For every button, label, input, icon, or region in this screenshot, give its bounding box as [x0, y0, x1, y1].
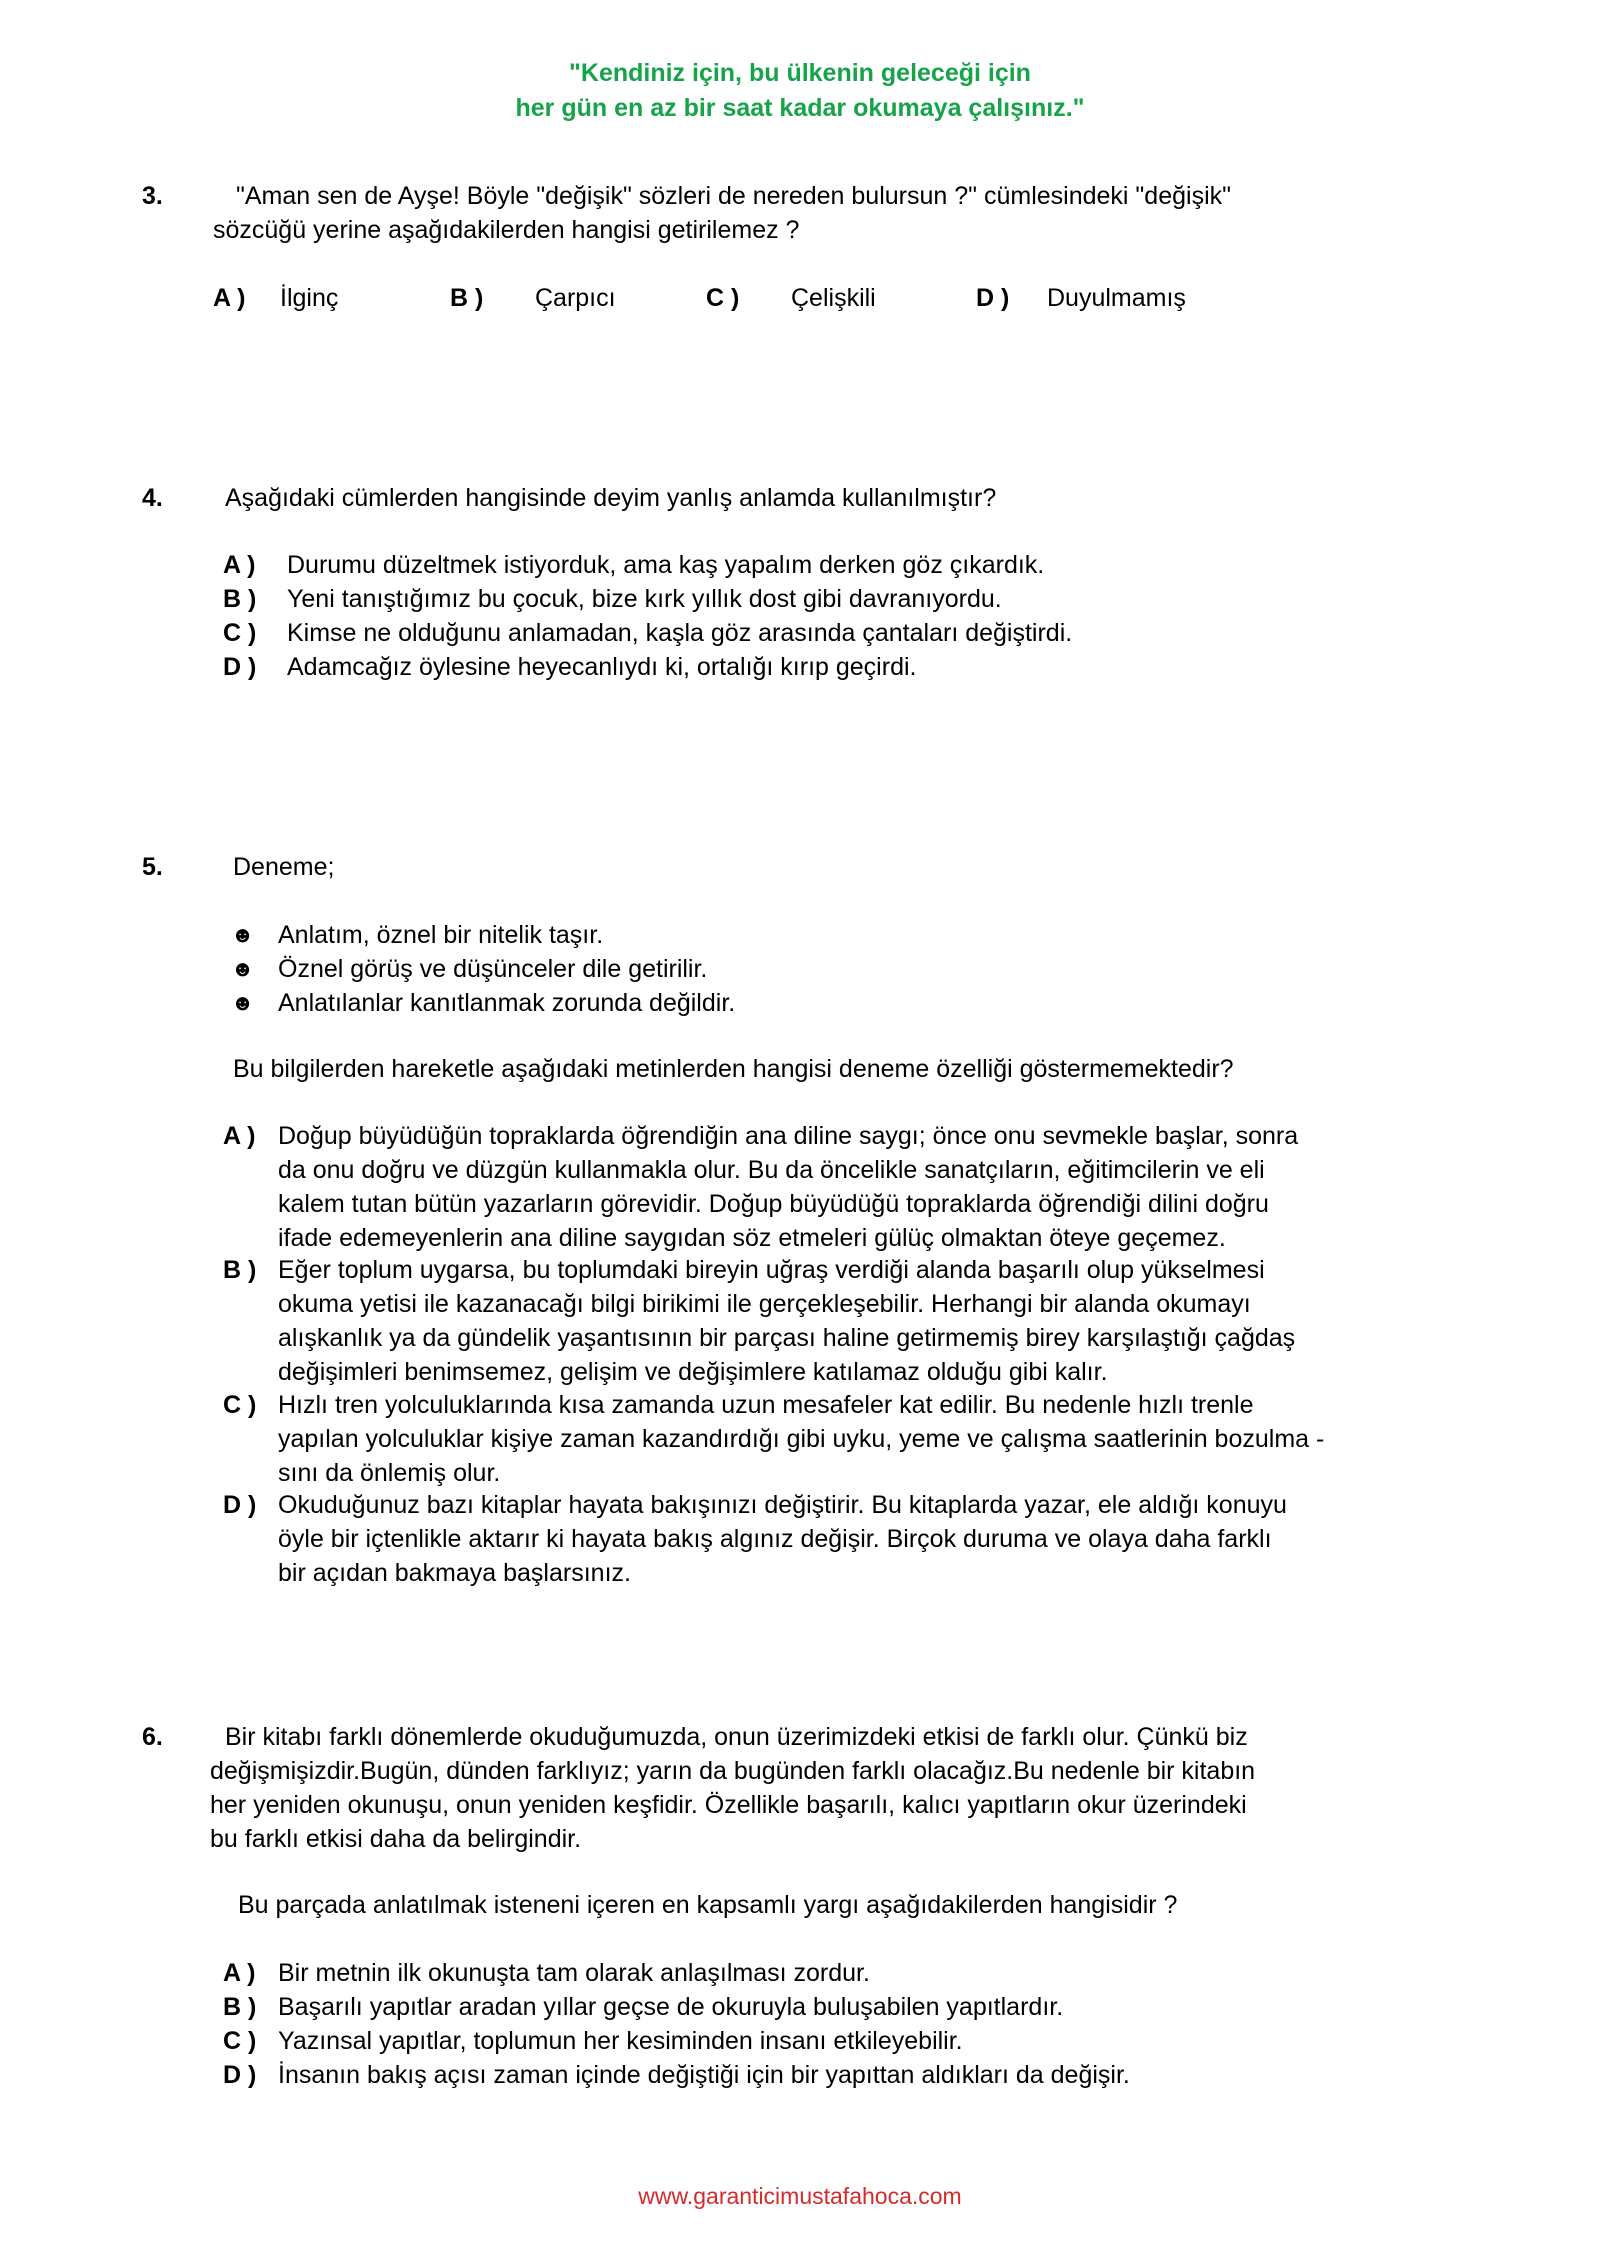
question-5-number: 5. — [142, 853, 163, 881]
question-6-stem: Bu parçada anlatılmak isteneni içeren en kapsamlı yargı aşağıdakilerden hangisidir ? — [238, 1891, 1178, 1919]
question-6-passage-line: bu farklı etkisi daha da belirgindir. — [210, 1825, 582, 1853]
question-6-option-d-text: İnsanın bakış açısı zaman içinde değiştiği için bir yapıttan aldıkları da değişir. — [278, 2061, 1130, 2089]
footer-website-link[interactable]: www.garanticimustafahoca.com — [638, 2183, 962, 2209]
question-5-bullet-3: Anlatılanlar kanıtlanmak zorunda değildir. — [278, 989, 736, 1017]
question-5-option-c-label: C ) — [223, 1391, 257, 1419]
question-5-option-a-line: kalem tutan bütün yazarların görevidir. Doğup büyüdüğü topraklarda öğrendiği dilini doğru — [278, 1190, 1269, 1218]
question-5-stem: Bu bilgilerden hareketle aşağıdaki metinlerden hangisi deneme özelliği göstermemektedir? — [233, 1055, 1234, 1083]
question-3-stem-line-1: "Aman sen de Ayşe! Böyle "değişik" sözleri de nereden bulursun ?" cümlesindeki "değişik" — [236, 182, 1231, 210]
question-6-option-b-label: B ) — [223, 1993, 257, 2021]
question-5-intro: Deneme; — [233, 853, 335, 881]
question-4-option-a-text: Durumu düzeltmek istiyorduk, ama kaş yapalım derken göz çıkardık. — [287, 551, 1045, 579]
question-5-option-b-line: Eğer toplum uygarsa, bu toplumdaki bireyin uğraş verdiği alanda başarılı olup yükselmesi — [278, 1256, 1265, 1284]
question-4-stem: Aşağıdaki cümlerden hangisinde deyim yanlış anlamda kullanılmıştır? — [225, 484, 997, 512]
question-5-option-a-line: Doğup büyüdüğün topraklarda öğrendiğin ana diline saygı; önce onu sevmekle başlar, sonra — [278, 1122, 1299, 1150]
question-3-option-d-label: D ) — [976, 284, 1010, 312]
question-6-number: 6. — [142, 1723, 163, 1751]
question-5-bullet-1: Anlatım, öznel bir nitelik taşır. — [278, 921, 604, 949]
question-5-option-c-line: sını da önlemiş olur. — [278, 1459, 501, 1487]
question-6-passage-line: Bir kitabı farklı dönemlerde okuduğumuzda, onun üzerimizdeki etkisi de farklı olur. Çünkü biz — [225, 1723, 1248, 1751]
header-quote-line-2: her gün en az bir saat kadar okumaya çalışınız." — [515, 94, 1085, 122]
question-3-option-d-text: Duyulmamış — [1047, 284, 1186, 312]
question-5-option-b-line: değişimleri benimsemez, gelişim ve değişimlere katılamaz olduğu gibi kalır. — [278, 1358, 1108, 1386]
question-3-number: 3. — [142, 182, 163, 210]
question-5-option-a-line: ifade edemeyenlerin ana diline saygıdan söz etmeleri gülüç olmaktan öteye geçemez. — [278, 1224, 1226, 1252]
question-4-number: 4. — [142, 484, 163, 512]
question-6-option-d-label: D ) — [223, 2061, 257, 2089]
header-quote-line-1: "Kendiniz için, bu ülkenin geleceği için — [569, 59, 1031, 87]
question-5-option-b-line: okuma yetisi ile kazanacağı bilgi birikimi ile gerçekleşebilir. Herhangi bir alanda okumayı — [278, 1290, 1251, 1318]
question-3-stem-line-2: sözcüğü yerine aşağıdakilerden hangisi getirilemez ? — [213, 216, 800, 244]
question-4-option-c-label: C ) — [223, 619, 257, 647]
question-4-option-a-label: A ) — [223, 551, 256, 579]
question-5-option-b-label: B ) — [223, 1256, 257, 1284]
question-6-passage-line: her yeniden okunuşu, onun yeniden keşfidir. Özellikle başarılı, kalıcı yapıtların okur üzerindeki — [210, 1791, 1247, 1819]
question-6-option-c-text: Yazınsal yapıtlar, toplumun her kesiminden insanı etkileyebilir. — [278, 2027, 963, 2055]
question-5-option-d-line: öyle bir içtenlikle aktarır ki hayata bakış algınız değişir. Birçok duruma ve olaya daha farklı — [278, 1525, 1272, 1553]
question-3-option-b-text: Çarpıcı — [535, 284, 616, 312]
question-5-bullet-2: Öznel görüş ve düşünceler dile getirilir. — [278, 955, 708, 983]
smiley-bullet-icon: ☻ — [231, 990, 255, 1015]
question-6-option-a-text: Bir metnin ilk okunuşta tam olarak anlaşılması zordur. — [278, 1959, 870, 1987]
question-6-option-a-label: A ) — [223, 1959, 256, 1987]
smiley-bullet-icon: ☻ — [231, 956, 255, 981]
question-6-option-c-label: C ) — [223, 2027, 257, 2055]
question-3-option-c-label: C ) — [706, 284, 740, 312]
question-4-option-c-text: Kimse ne olduğunu anlamadan, kaşla göz arasında çantaları değiştirdi. — [287, 619, 1073, 647]
question-5-option-a-line: da onu doğru ve düzgün kullanmakla olur. Bu da öncelikle sanatçıların, eğitimcilerin ve eli — [278, 1156, 1265, 1184]
question-3-option-c-text: Çelişkili — [791, 284, 876, 312]
question-6-option-b-text: Başarılı yapıtlar aradan yıllar geçse de okuruyla buluşabilen yapıtlardır. — [278, 1993, 1064, 2021]
question-3-option-a-text: İlginç — [280, 284, 339, 312]
smiley-bullet-icon: ☻ — [231, 922, 255, 947]
question-5-option-d-line: bir açıdan bakmaya başlarsınız. — [278, 1559, 631, 1587]
question-5-option-d-label: D ) — [223, 1491, 257, 1519]
question-5-option-c-line: Hızlı tren yolculuklarında kısa zamanda uzun mesafeler kat edilir. Bu nedenle hızlı trenle — [278, 1391, 1254, 1419]
question-3-option-a-label: A ) — [213, 284, 246, 312]
question-5-option-c-line: yapılan yolculuklar kişiye zaman kazandırdığı gibi uyku, yeme ve çalışma saatlerinin bozulma - — [278, 1425, 1325, 1453]
question-5-option-a-label: A ) — [223, 1122, 256, 1150]
question-4-option-b-label: B ) — [223, 585, 257, 613]
question-4-option-d-text: Adamcağız öylesine heyecanlıydı ki, ortalığı kırıp geçirdi. — [287, 653, 917, 681]
question-4-option-b-text: Yeni tanıştığımız bu çocuk, bize kırk yıllık dost gibi davranıyordu. — [287, 585, 1002, 613]
question-5-option-b-line: alışkanlık ya da gündelik yaşantısının bir parçası haline getirmemiş birey karşılaştığı çağdaş — [278, 1324, 1296, 1352]
question-6-passage-line: değişmişizdir.Bugün, dünden farklıyız; yarın da bugünden farklı olacağız.Bu nedenle bir kitabın — [210, 1757, 1256, 1785]
question-3-option-b-label: B ) — [450, 284, 484, 312]
question-5-option-d-line: Okuduğunuz bazı kitaplar hayata bakışınızı değiştirir. Bu kitaplarda yazar, ele aldığı konuyu — [278, 1491, 1287, 1519]
question-4-option-d-label: D ) — [223, 653, 257, 681]
